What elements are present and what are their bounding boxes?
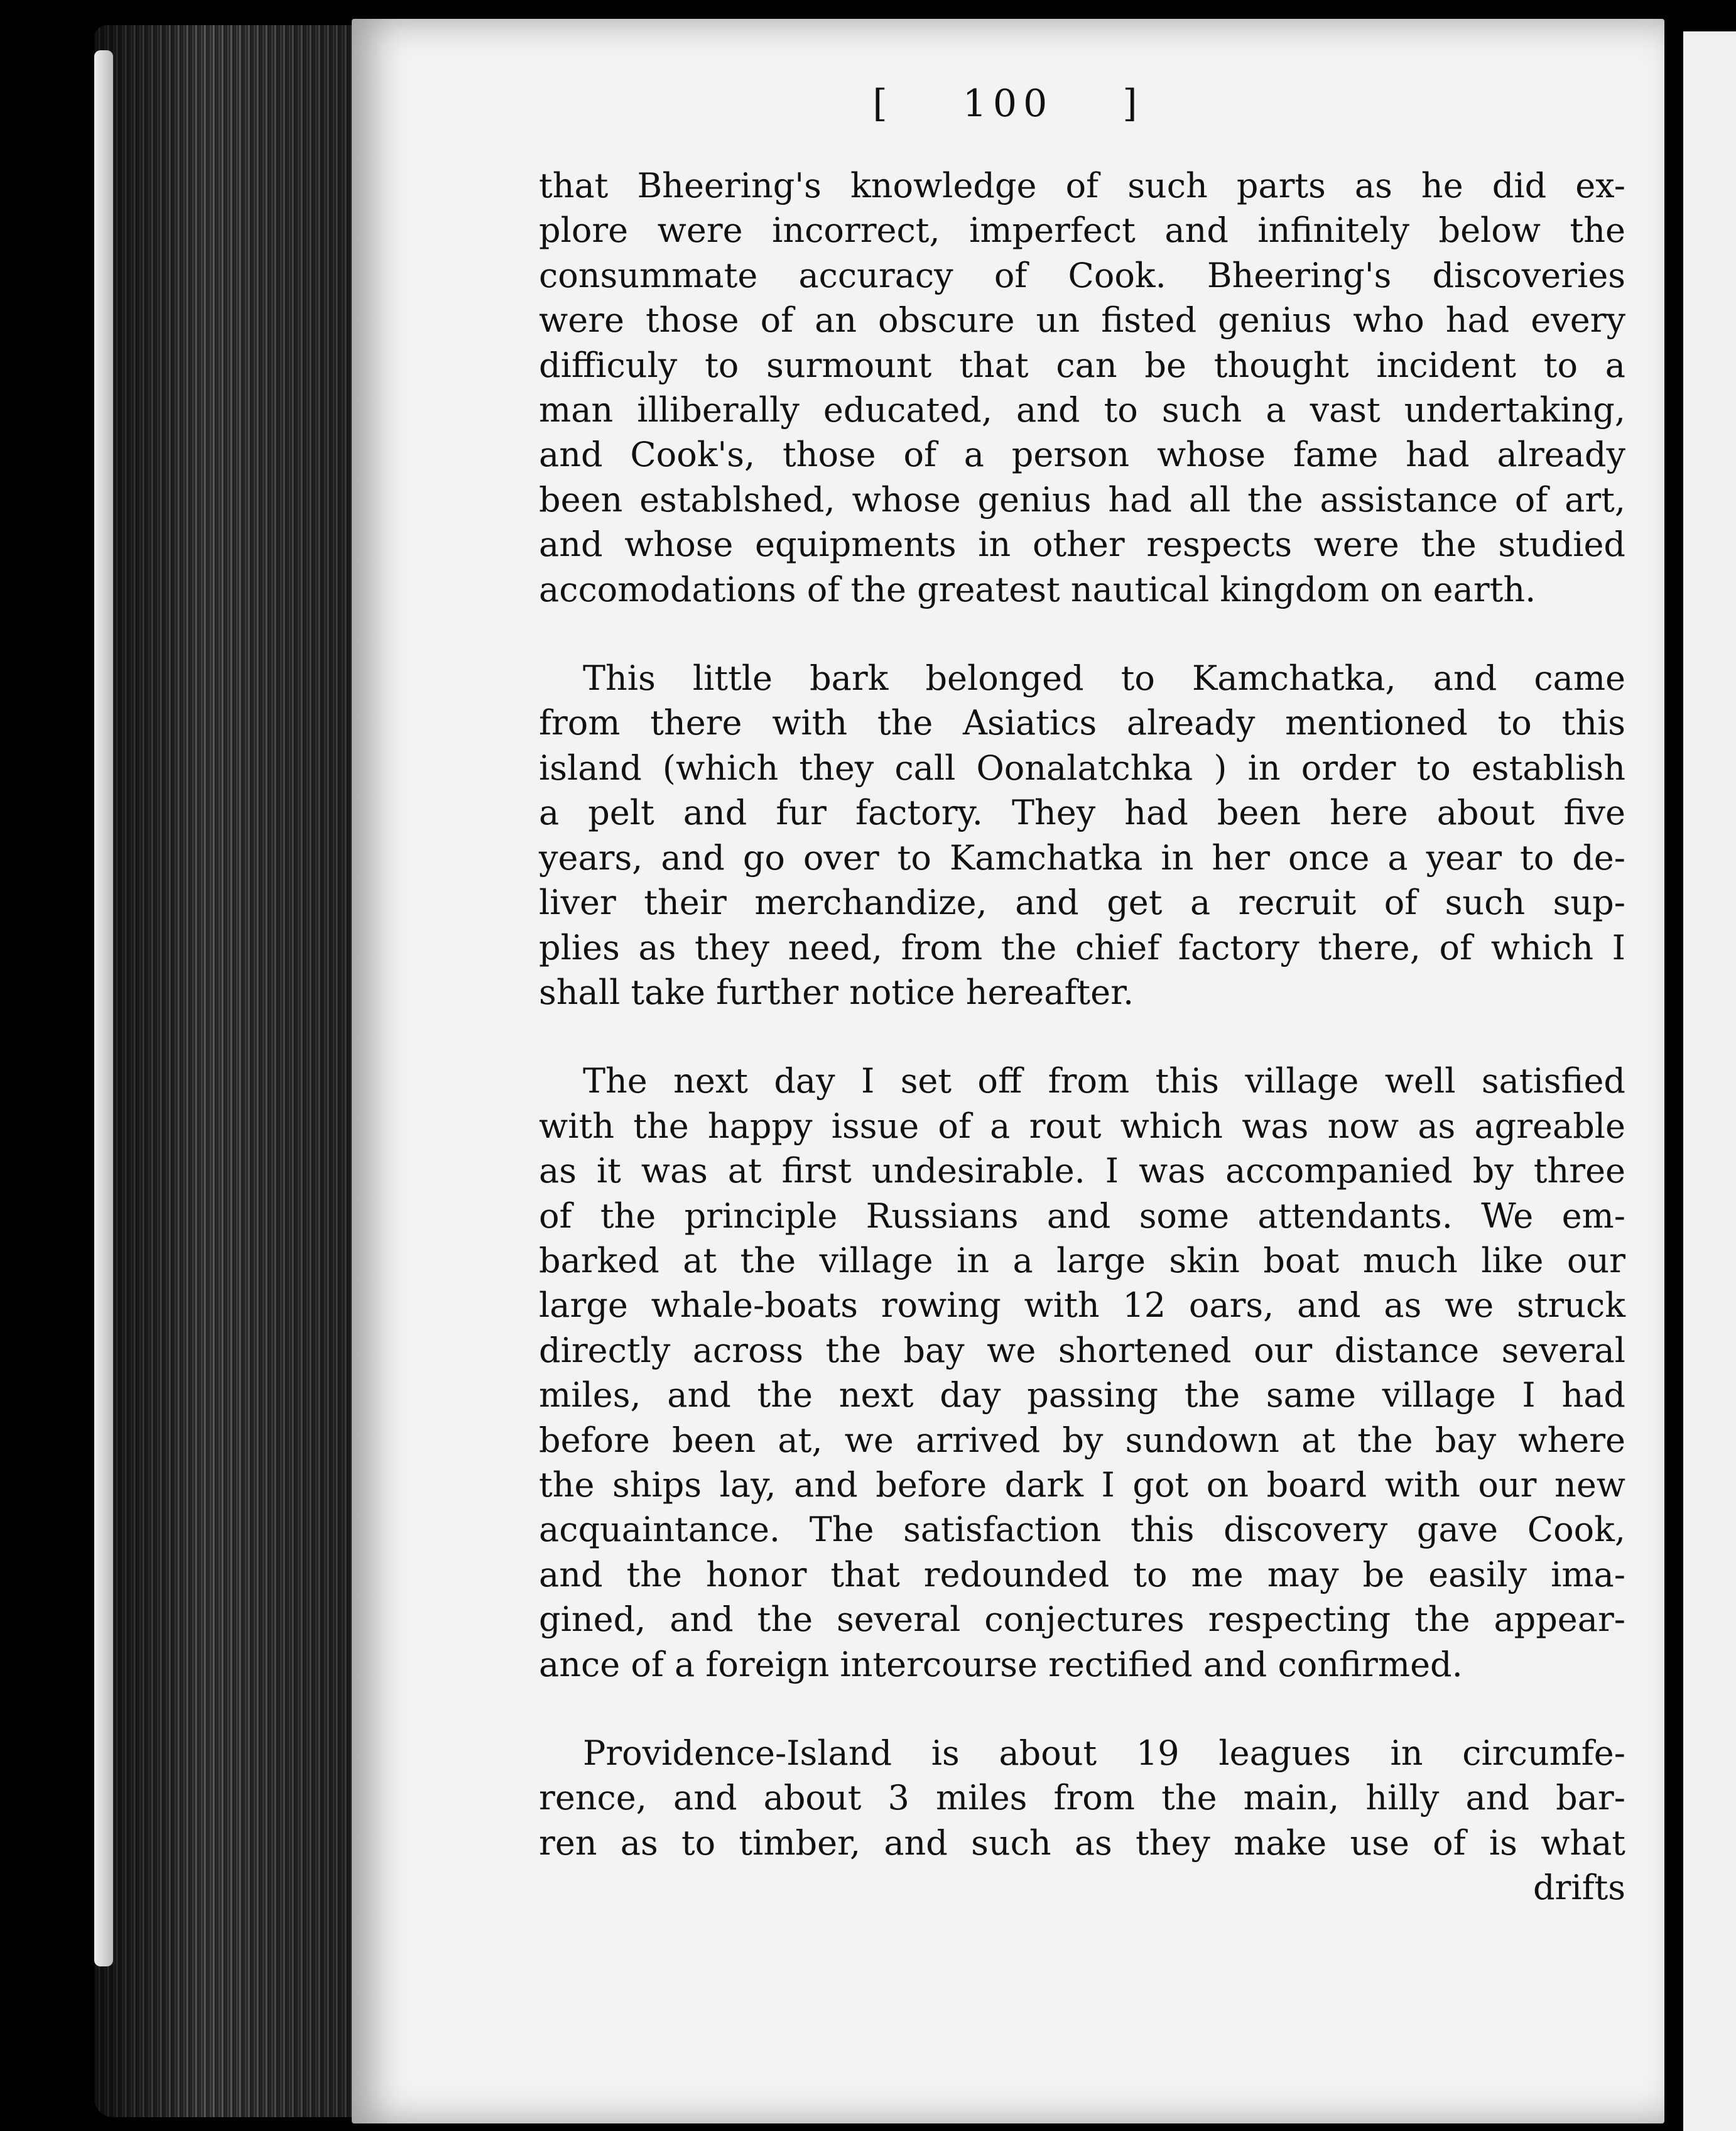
text-line: difficuly to surmount that can be thought incident to a (539, 345, 1625, 385)
paragraph (539, 163, 1625, 612)
page-number-header (352, 82, 1664, 126)
paragraph (539, 1731, 1625, 1910)
body-text (539, 163, 1625, 1954)
text-line: man illiberally educated, and to such a vast undertaking, (539, 390, 1625, 430)
page-edge-strip (94, 50, 113, 1966)
text-line: that Bheering's knowledge of such parts as he did ex- (539, 166, 1625, 205)
text-line: The next day I set off from this village well satisfied (583, 1061, 1625, 1101)
text-line: of the principle Russians and some attendants. We em- (539, 1196, 1625, 1236)
text-line: were those of an obscure un fisted genius who had every (539, 300, 1625, 341)
text-line: ren as to timber, and such as they make use of is what (539, 1823, 1625, 1863)
text-line: plies as they need, from the chief factory there, of which I (539, 927, 1625, 967)
text-line: from there with the Asiatics already mentioned to this (539, 703, 1625, 743)
text-line: liver their merchandize, and get a recruit of such sup- (539, 883, 1625, 923)
text-line: and whose equipments in other respects were the studied (539, 525, 1625, 565)
text-line: directly across the bay we shortened our distance several (539, 1330, 1625, 1370)
bracket-open: [ (872, 82, 894, 126)
paragraph (539, 1059, 1625, 1687)
text-line: drifts (1533, 1868, 1625, 1908)
text-line: Providence-Island is about 19 leagues in circumfe- (583, 1733, 1625, 1773)
text-line: This little bark belonged to Kamchatka, and came (583, 658, 1625, 699)
page-number: 100 (962, 82, 1054, 126)
text-line: barked at the village in a large skin boat much like our (539, 1240, 1625, 1280)
text-line: large whale-boats rowing with 12 oars, and as we struck (539, 1285, 1625, 1326)
text-line: ance of a foreign intercourse rectified and confirmed. (539, 1644, 1463, 1684)
text-line: accomodations of the greatest nautical kingdom on earth. (539, 569, 1536, 609)
facing-page-edge (1683, 31, 1736, 2131)
bracket-close: ] (1122, 82, 1144, 126)
text-line: shall take further notice hereafter. (539, 972, 1134, 1012)
text-line: as it was at first undesirable. I was accompanied by three (539, 1151, 1625, 1191)
text-line: consummate accuracy of Cook. Bheering's discoveries (539, 255, 1625, 295)
text-line: plore were incorrect, imperfect and infinitely below the (539, 210, 1625, 251)
text-line: the ships lay, and before dark I got on board with our new (539, 1464, 1625, 1505)
text-line: acquaintance. The satisfaction this discovery gave Cook, (539, 1510, 1625, 1550)
text-line: rence, and about 3 miles from the main, hilly and bar- (539, 1778, 1625, 1818)
book-page (352, 19, 1664, 2123)
text-line: and Cook's, those of a person whose fame had already (539, 435, 1625, 475)
text-line: miles, and the next day passing the same village I had (539, 1375, 1625, 1415)
book-fore-edge (94, 25, 383, 2117)
text-line: and the honor that redounded to me may be easily ima- (539, 1554, 1625, 1594)
text-line: with the happy issue of a rout which was now as agreable (539, 1106, 1625, 1146)
paragraph (539, 656, 1625, 1015)
text-line: been establshed, whose genius had all the assistance of art, (539, 479, 1625, 520)
text-line: years, and go over to Kamchatka in her once a year to de- (539, 837, 1625, 878)
text-line: a pelt and fur factory. They had been here about five (539, 793, 1625, 833)
text-line: before been at, we arrived by sundown at the bay where (539, 1420, 1625, 1460)
text-line: island (which they call Oonalatchka ) in order to establish (539, 748, 1625, 788)
text-line: gined, and the several conjectures respecting the appear- (539, 1600, 1625, 1640)
